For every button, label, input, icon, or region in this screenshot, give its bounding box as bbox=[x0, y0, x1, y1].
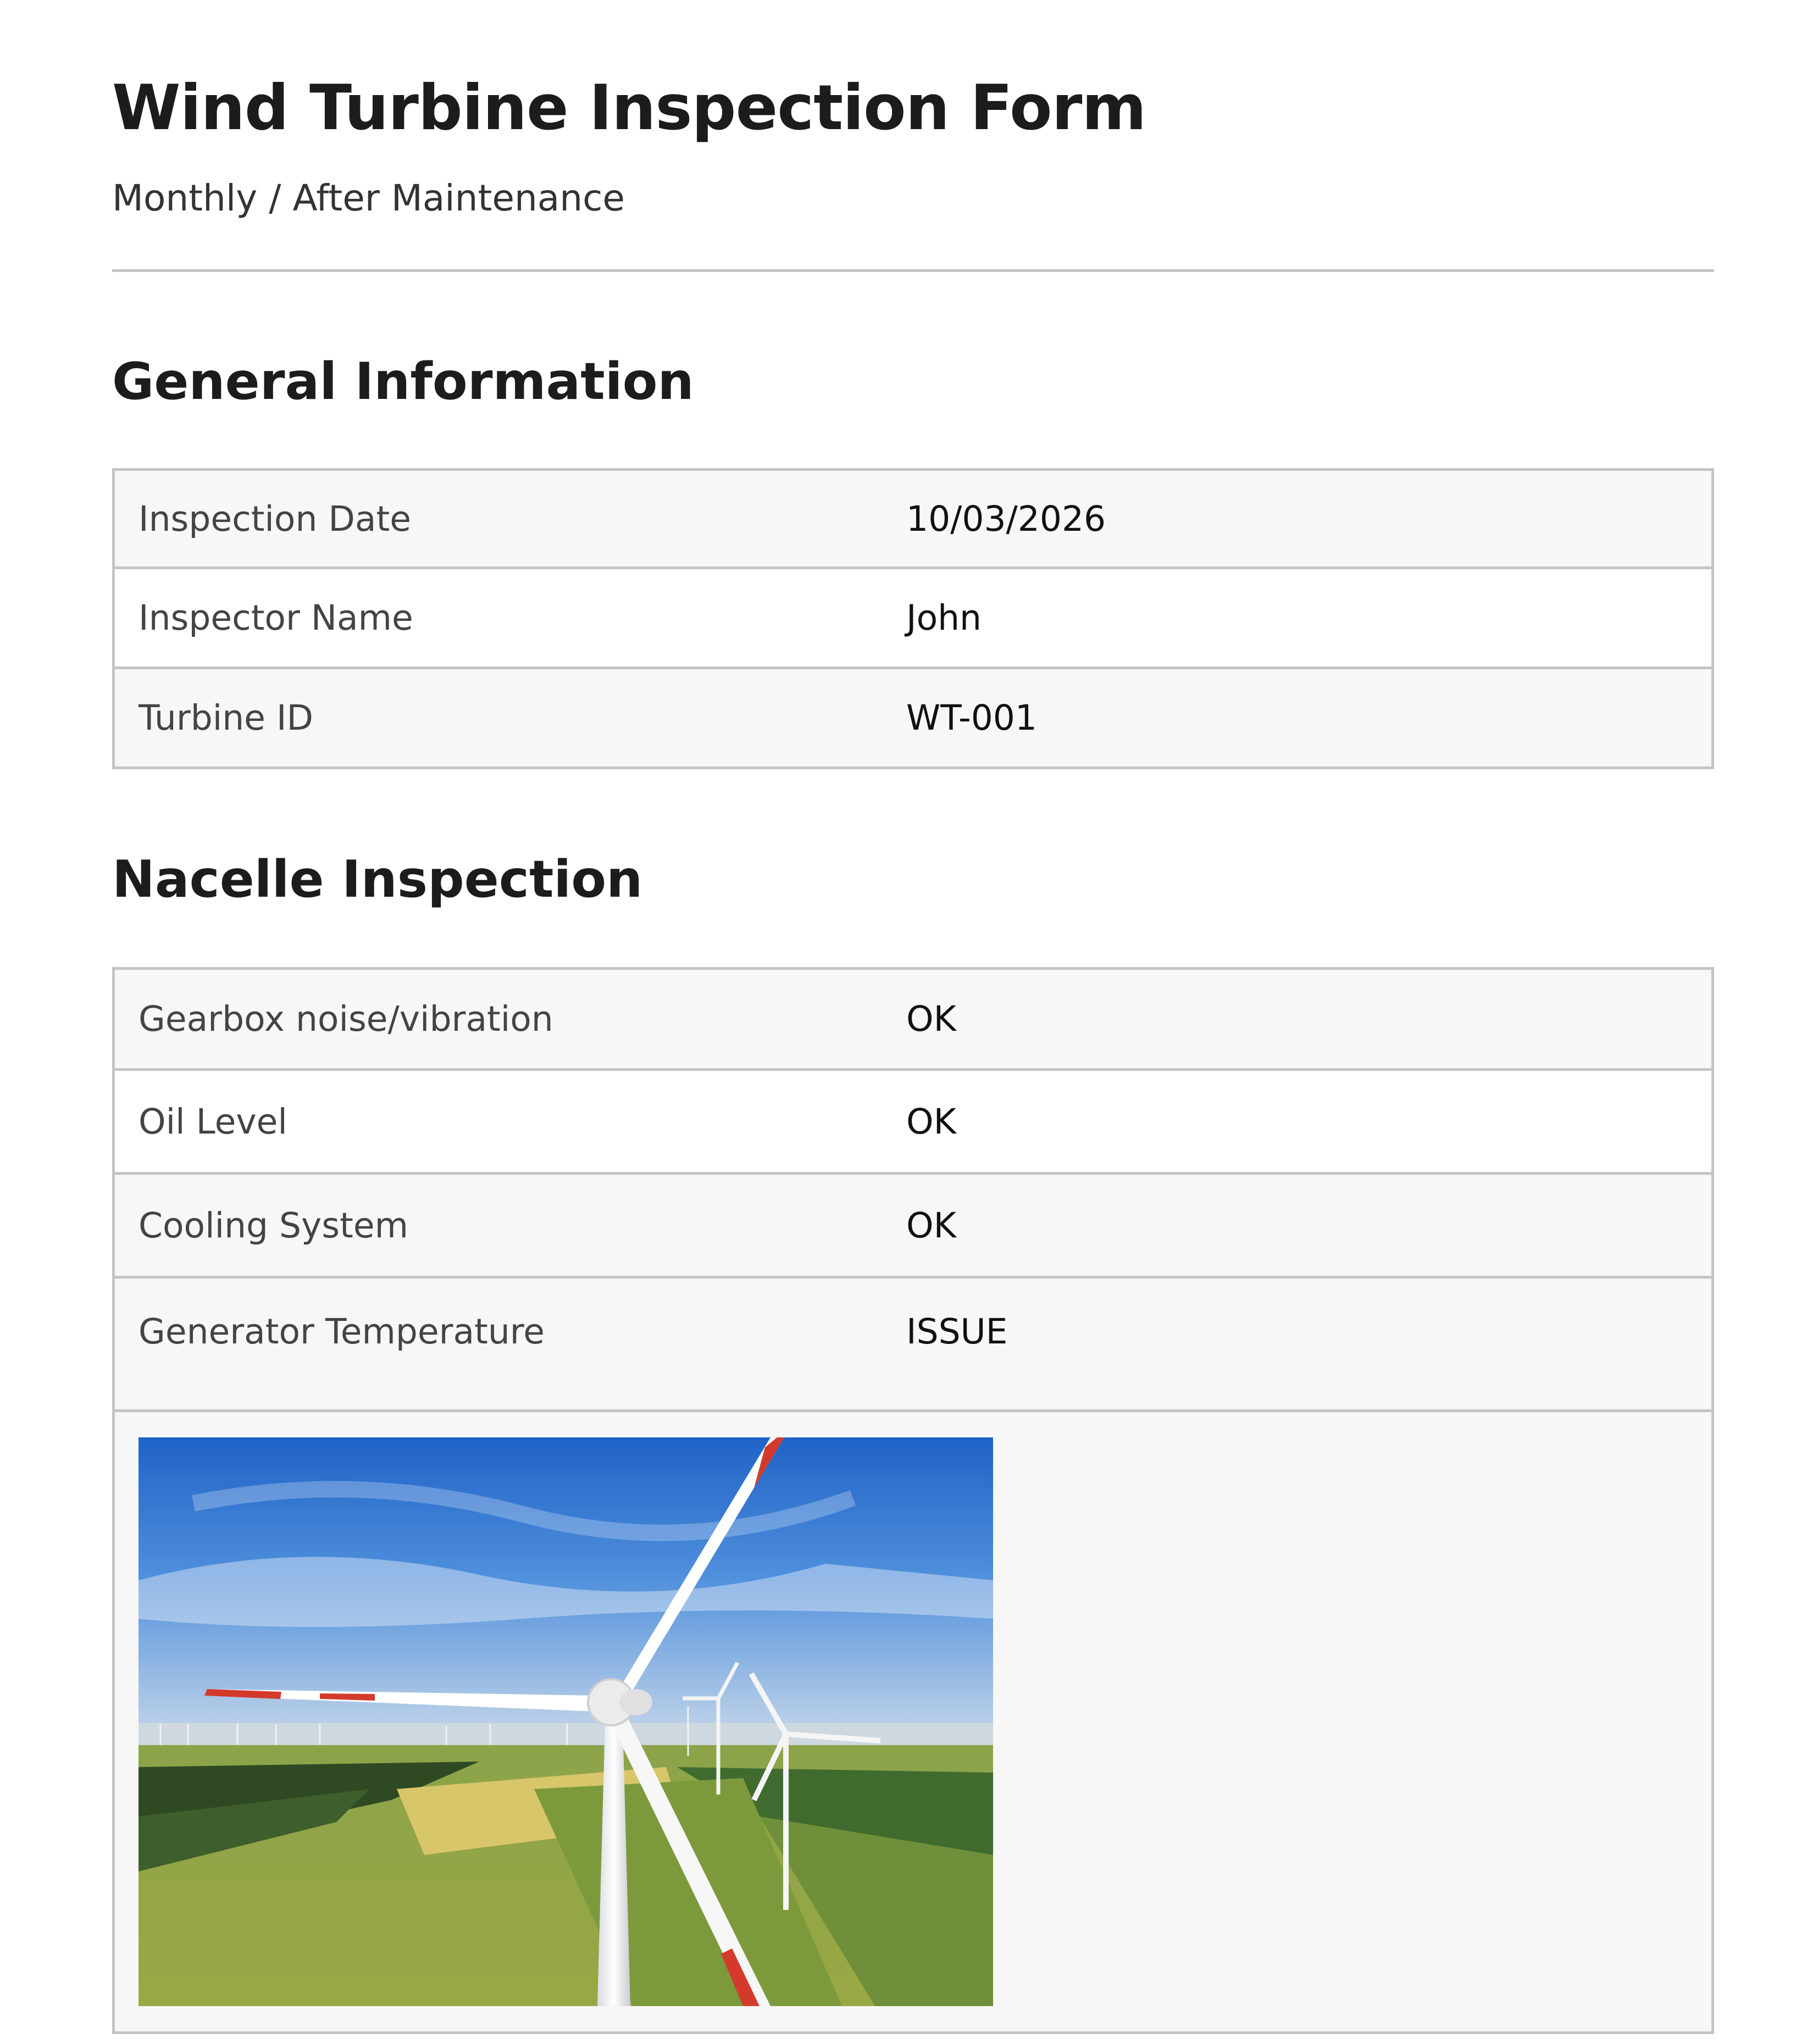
section-heading-nacelle: Nacelle Inspection bbox=[112, 849, 643, 909]
table-row bbox=[115, 970, 1711, 1071]
check-label: Generator Temperature bbox=[138, 1312, 545, 1352]
field-label: Inspector Name bbox=[138, 598, 413, 638]
field-value[interactable]: 10/03/2026 bbox=[906, 498, 1106, 539]
table-row bbox=[115, 1279, 1711, 1412]
nacelle-inspection-table bbox=[112, 967, 1714, 2034]
field-label: Inspection Date bbox=[138, 498, 412, 539]
general-info-table bbox=[112, 468, 1714, 769]
field-label: Turbine ID bbox=[138, 698, 314, 738]
table-row bbox=[115, 1175, 1711, 1279]
check-status[interactable]: OK bbox=[906, 1101, 956, 1142]
check-label: Gearbox noise/vibration bbox=[138, 999, 553, 1039]
wind-turbine-photo bbox=[138, 1437, 993, 2006]
check-status[interactable]: OK bbox=[906, 1205, 956, 1246]
table-row bbox=[115, 471, 1711, 569]
table-row bbox=[115, 569, 1711, 669]
table-row bbox=[115, 1071, 1711, 1175]
page-title: Wind Turbine Inspection Form bbox=[112, 71, 1146, 144]
check-status[interactable]: ISSUE bbox=[906, 1312, 1008, 1352]
field-value[interactable]: John bbox=[906, 598, 982, 638]
title-divider bbox=[112, 269, 1714, 272]
check-label: Cooling System bbox=[138, 1205, 408, 1246]
section-heading-general: General Information bbox=[112, 352, 694, 411]
check-status[interactable]: OK bbox=[906, 999, 956, 1039]
field-value[interactable]: WT-001 bbox=[906, 698, 1037, 738]
photo-row bbox=[115, 1412, 1711, 2031]
page-subtitle: Monthly / After Maintenance bbox=[112, 177, 625, 219]
table-row bbox=[115, 669, 1711, 766]
check-label: Oil Level bbox=[138, 1101, 287, 1142]
